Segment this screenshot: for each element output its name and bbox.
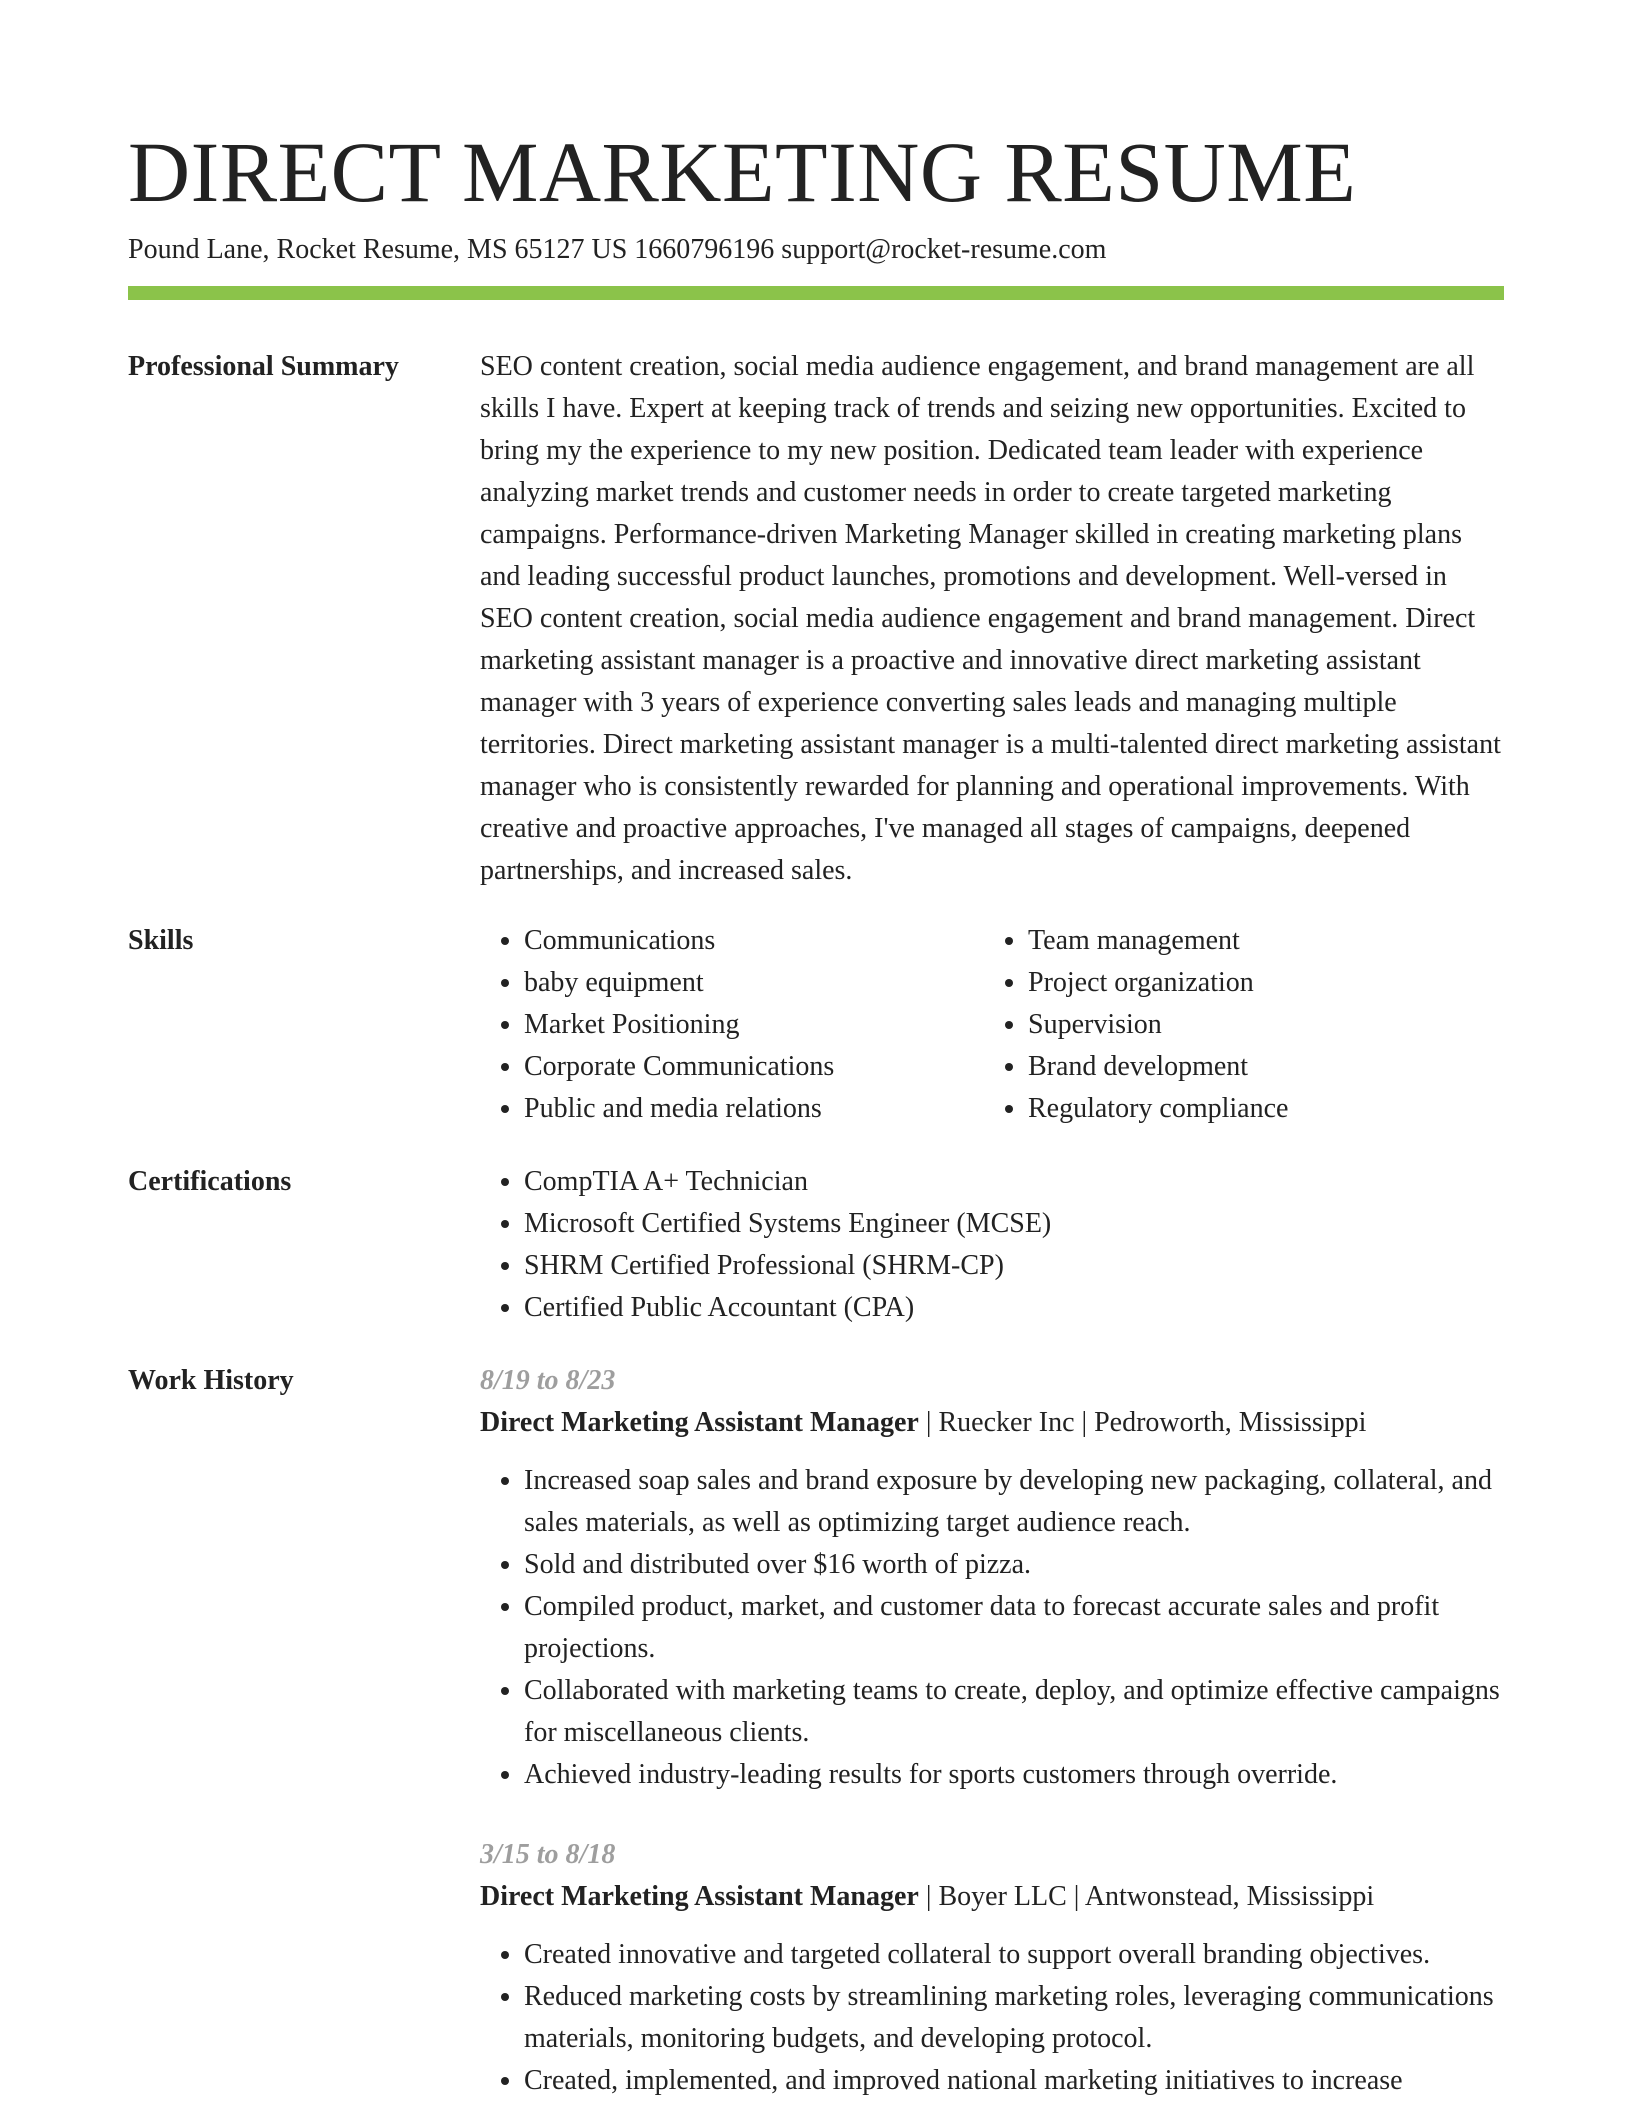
job-bullet: • Collaborated with marketing teams to create, deploy, and optimize effective campaigns for miscellaneous clients. [524, 1670, 1504, 1754]
skill-item: • Supervision [1028, 1004, 1488, 1046]
skill-item: • Team management [1028, 920, 1488, 962]
job-bullet: • Achieved industry-leading results for sports customers through override. [524, 1754, 1504, 1796]
job-details: | Boyer LLC | Antwonstead, Mississippi [918, 1881, 1375, 1912]
job-bullet: • Created innovative and targeted collateral to support overall branding objectives. [524, 1934, 1504, 1976]
job-bullet: • Created, implemented, and improved national marketing initiatives to increase [524, 2060, 1504, 2102]
job-title: Direct Marketing Assistant Manager [480, 1881, 919, 1912]
job-heading [480, 1876, 1504, 1918]
summary-text: SEO content creation, social media audience engagement, and brand management are all skills I have. Expert at keeping track of trends and seizing new opportunities. Excited to bring my the experience to my new position. Dedicated team leader with experience analyzing market trends and customer needs in order to create targeted marketing campaigns. Performance-driven Marketing Manager skilled in creating marketing plans and leading successful product launches, promotions and development. Well-versed in SEO content creation, social media audience engagement and brand management. Direct marketing assistant manager is a proactive and innovative direct marketing assistant manager with 3 years of experience converting sales leads and managing multiple territories. Direct marketing assistant manager is a multi-talented direct marketing assistant manager who is consistently rewarded for planning and operational improvements. With creative and proactive approaches, I've managed all stages of campaigns, deepened partnerships, and increased sales. [480, 351, 1501, 886]
skill-item: • Project organization [1028, 962, 1488, 1004]
skill-item: • Regulatory compliance [1028, 1088, 1488, 1130]
certification-item: • Certified Public Accountant (CPA) [524, 1287, 1504, 1329]
header-divider [128, 286, 1504, 300]
summary-label: Professional Summary [128, 351, 399, 382]
skills-column-left [480, 920, 984, 1130]
resume-title: DIRECT MARKETING RESUME [128, 124, 1357, 220]
skill-item: • Market Positioning [524, 1004, 984, 1046]
certification-item: • SHRM Certified Professional (SHRM-CP) [524, 1245, 1504, 1287]
job-bullet: • Sold and distributed over $16 worth of pizza. [524, 1544, 1504, 1586]
certification-item: • CompTIA A+ Technician [524, 1161, 1504, 1203]
certification-item: • Microsoft Certified Systems Engineer (MCSE) [524, 1203, 1504, 1245]
contact-line: Pound Lane, Rocket Resume, MS 65127 US 1660796196 support@rocket-resume.com [128, 234, 1107, 265]
skills-label: Skills [128, 925, 194, 956]
job-dates: 8/19 to 8/23 [480, 1365, 616, 1396]
job-details: | Ruecker Inc | Pedroworth, Mississippi [918, 1407, 1367, 1438]
certifications-label: Certifications [128, 1166, 292, 1197]
job-dates: 3/15 to 8/18 [480, 1839, 616, 1870]
skill-item: • baby equipment [524, 962, 984, 1004]
skill-item: • Communications [524, 920, 984, 962]
skills-column-right [984, 920, 1488, 1130]
skill-item: • Brand development [1028, 1046, 1488, 1088]
work-history-label: Work History [128, 1365, 294, 1396]
job-bullet: • Increased soap sales and brand exposure by developing new packaging, collateral, and sales materials, as well as optimizing target audience reach. [524, 1460, 1504, 1544]
job-title: Direct Marketing Assistant Manager [480, 1407, 919, 1438]
job-entry [480, 1360, 1504, 1796]
skill-item: • Corporate Communications [524, 1046, 984, 1088]
job-heading [480, 1402, 1504, 1444]
job-bullet: • Compiled product, market, and customer data to forecast accurate sales and profit projections. [524, 1586, 1504, 1670]
skill-item: • Public and media relations [524, 1088, 984, 1130]
job-entry [480, 1834, 1504, 2102]
job-bullet: • Reduced marketing costs by streamlining marketing roles, leveraging communications materials, monitoring budgets, and developing protocol. [524, 1976, 1504, 2060]
